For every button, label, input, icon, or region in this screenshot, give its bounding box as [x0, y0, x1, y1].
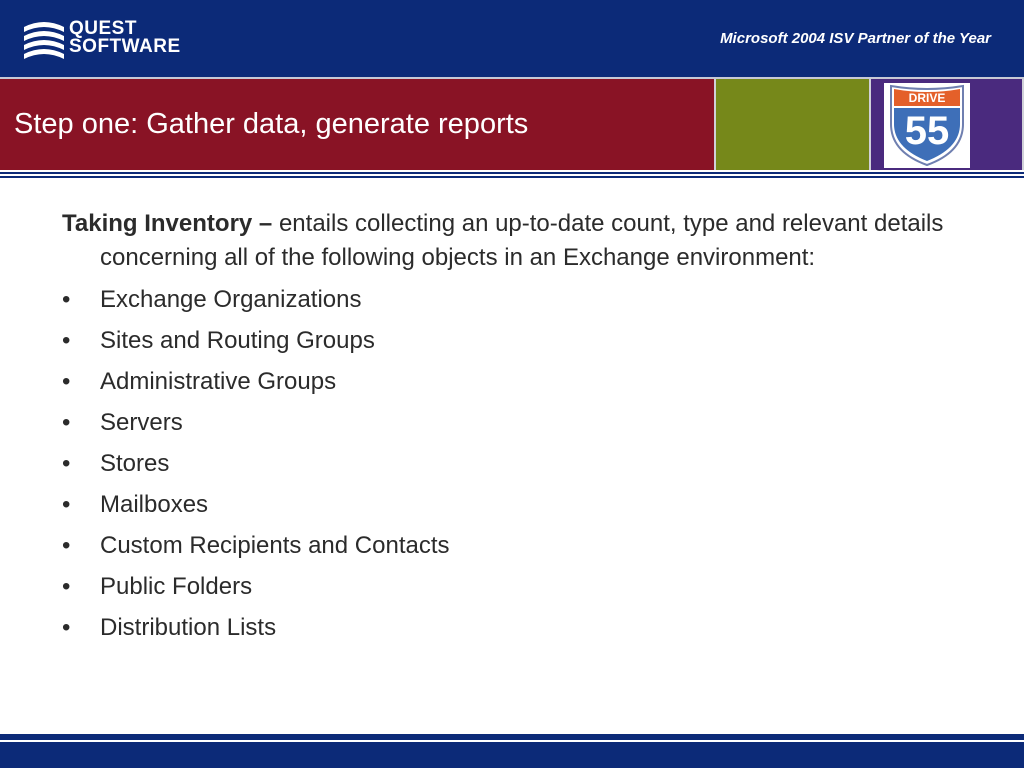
footer-bar: [0, 742, 1024, 768]
list-item: [62, 324, 962, 358]
slide-title: Step one: Gather data, generate reports: [14, 108, 529, 140]
intro-paragraph: [62, 207, 962, 275]
list-item: [62, 570, 962, 604]
list-item-label: Exchange Organizations: [100, 286, 362, 313]
bullet-icon: •: [62, 368, 71, 395]
bullet-icon: •: [62, 491, 71, 518]
logo-line-2: SOFTWARE: [69, 36, 181, 57]
list-item: [62, 488, 962, 522]
title-bottom-rule: [0, 170, 1024, 178]
list-item: [62, 447, 962, 481]
quest-logo-icon: [22, 19, 66, 61]
list-item-label: Servers: [100, 409, 183, 436]
logo-line-1: QUEST: [69, 18, 137, 39]
list-item-label: Mailboxes: [100, 491, 209, 518]
band-divider: [714, 79, 716, 170]
intro-text: entails collecting an up-to-date count, type and relevant details concerning all of the following objects in an Exchange environment:: [100, 210, 944, 271]
list-item-label: Sites and Routing Groups: [100, 327, 375, 354]
bullet-icon: •: [62, 450, 71, 477]
inventory-list: [62, 283, 962, 645]
bullet-icon: •: [62, 286, 71, 313]
bullet-icon: •: [62, 409, 71, 436]
bullet-icon: •: [62, 573, 71, 600]
logo-wordmark: [69, 20, 181, 56]
band-divider: [869, 79, 871, 170]
quest-software-logo: [22, 19, 222, 61]
list-item-label: Custom Recipients and Contacts: [100, 532, 450, 559]
interstate-shield-icon: [887, 84, 967, 166]
list-item-label: Stores: [100, 450, 170, 477]
sign-number: 55: [904, 109, 950, 153]
list-item: [62, 611, 962, 645]
intro-lead: Taking Inventory –: [62, 210, 273, 237]
header-tagline: Microsoft 2004 ISV Partner of the Year: [720, 30, 991, 47]
bullet-icon: •: [62, 532, 71, 559]
list-item: [62, 365, 962, 399]
list-item-label: Distribution Lists: [100, 614, 277, 641]
list-item: [62, 283, 962, 317]
drive-55-sign: [884, 83, 970, 168]
bullet-icon: •: [62, 327, 71, 354]
bullet-icon: •: [62, 614, 71, 641]
header-bar: [0, 0, 1024, 77]
list-item: [62, 529, 962, 563]
list-item-label: Public Folders: [100, 573, 253, 600]
slide-body: [62, 207, 962, 652]
sign-top-text: DRIVE: [908, 91, 946, 105]
olive-color-block: [716, 79, 869, 170]
list-item-label: Administrative Groups: [100, 368, 337, 395]
list-item: [62, 406, 962, 440]
